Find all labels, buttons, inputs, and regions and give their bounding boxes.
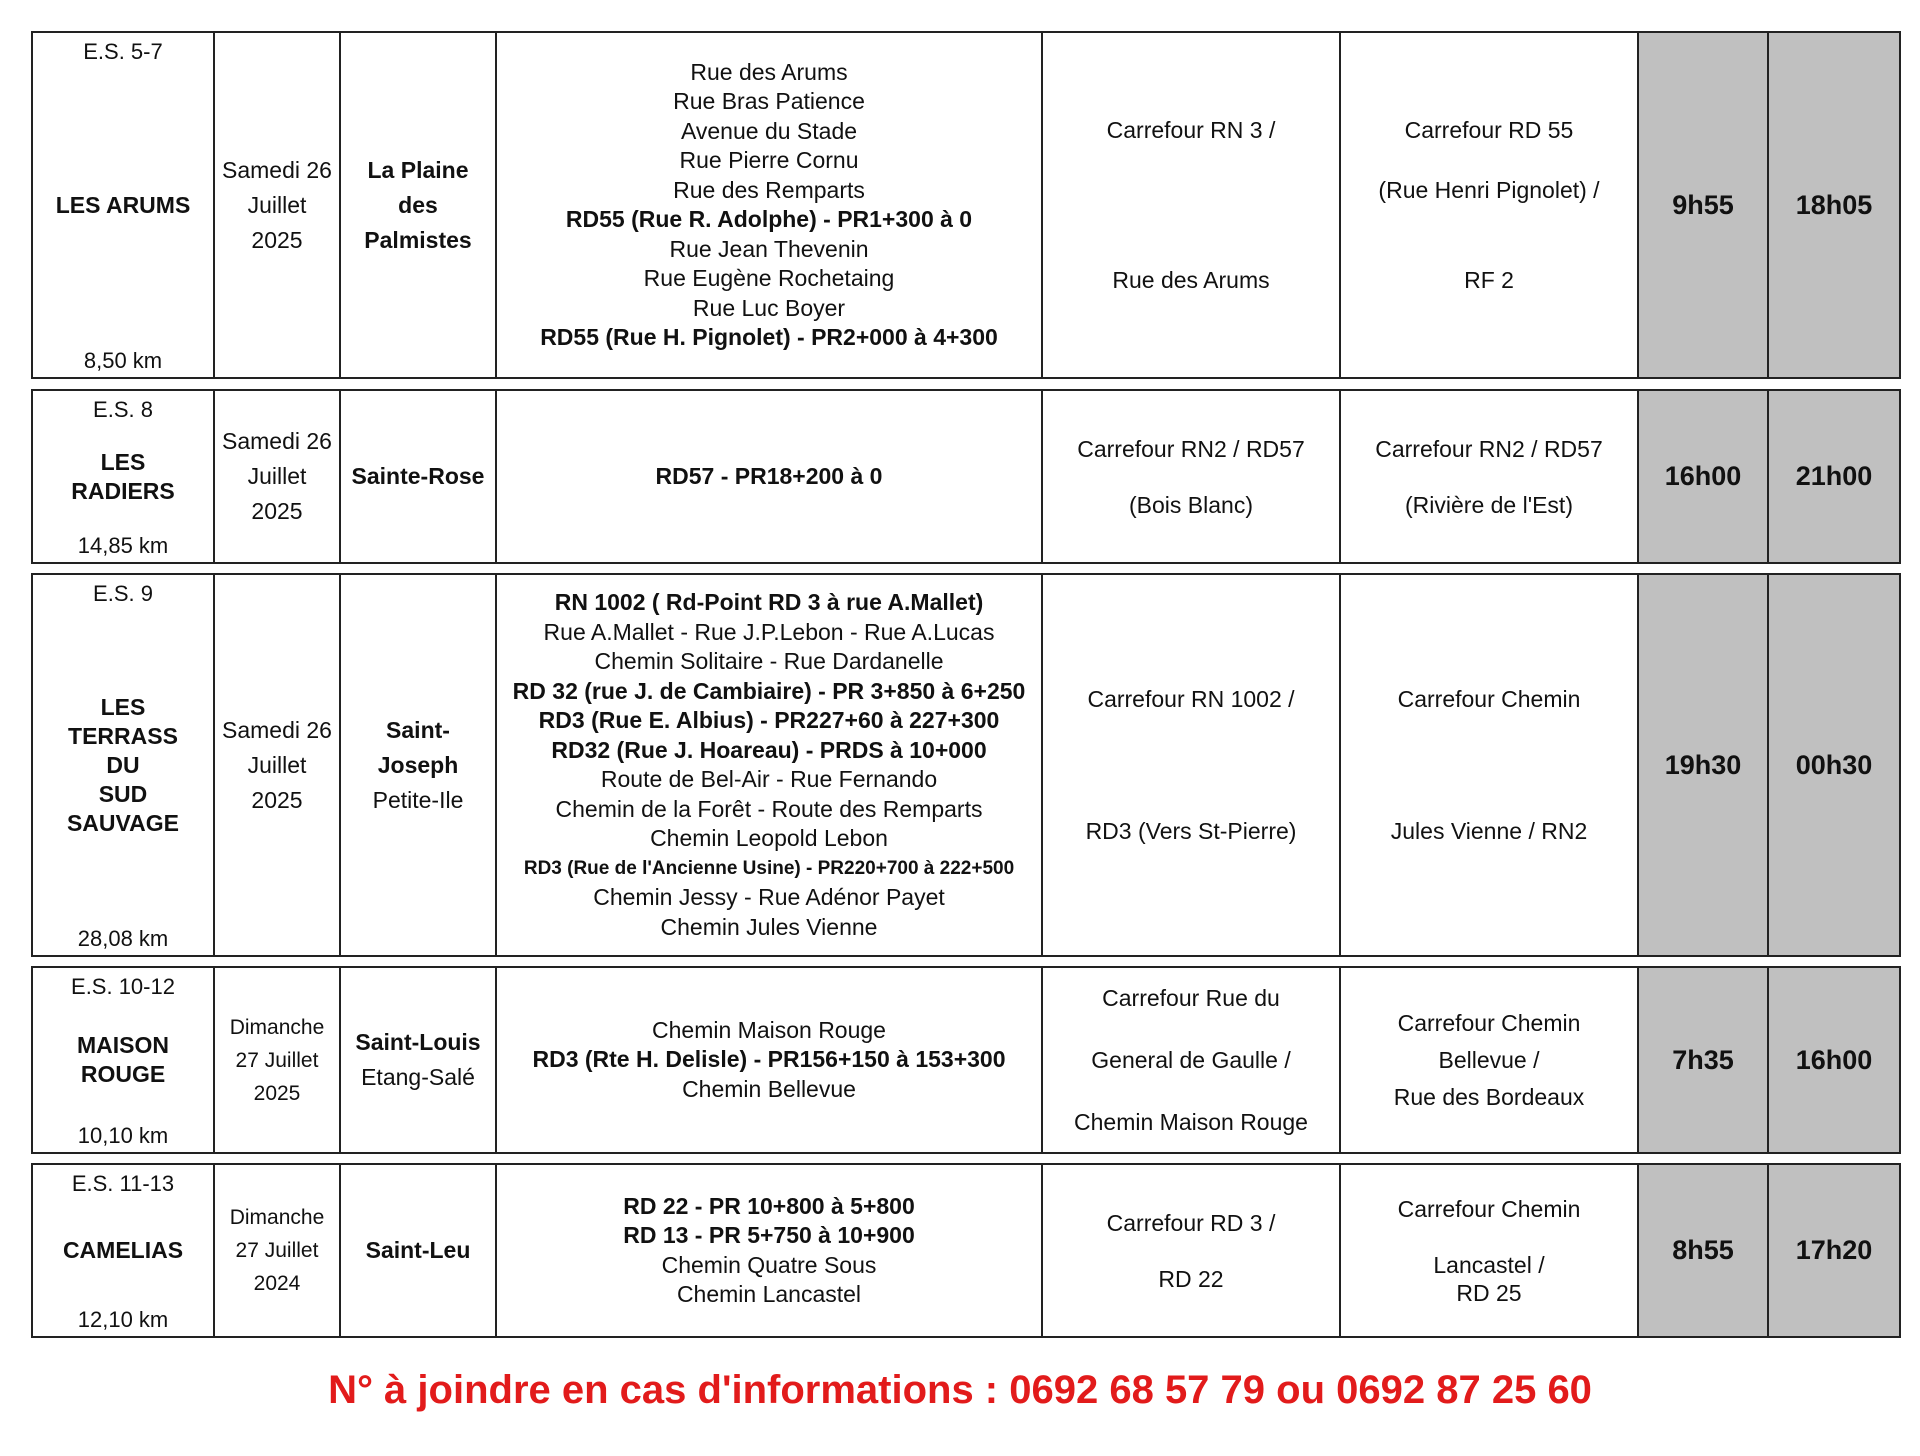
junction-line: RF 2	[1464, 267, 1514, 293]
stage-name-line: RADIERS	[71, 477, 175, 504]
city-cell	[341, 391, 497, 562]
route-line: RD 22 - PR 10+800 à 5+800	[623, 1192, 915, 1219]
date-line: Juillet	[247, 463, 307, 489]
route-line: Chemin Jules Vienne	[660, 913, 878, 940]
end-junction-cell	[1341, 1165, 1639, 1336]
city-cell	[341, 575, 497, 955]
stage-code: E.S. 5-7	[83, 39, 163, 64]
stage-cell	[33, 968, 215, 1152]
date-line: Dimanche	[229, 1206, 325, 1229]
junction-line: Carrefour Chemin	[1397, 1195, 1581, 1222]
route-line: RD55 (Rue H. Pignolet) - PR2+000 à 4+300	[540, 324, 998, 350]
stage-row	[31, 573, 1901, 957]
close-time: 21h00	[1769, 391, 1899, 562]
route-line: Rue Eugène Rochetaing	[643, 265, 895, 291]
stage-name-line: DU	[106, 751, 140, 778]
route-line: Rue Luc Boyer	[692, 294, 846, 321]
stage-name-line: CAMELIAS	[62, 1237, 184, 1263]
route-line: Rue des Arums	[690, 58, 848, 85]
junction-line: (Rue Henri Pignolet) /	[1378, 177, 1600, 203]
stage-code: E.S. 10-12	[71, 974, 175, 999]
route-line: RD 13 - PR 5+750 à 10+900	[623, 1222, 915, 1248]
route-line: Rue A.Mallet - Rue J.P.Lebon - Rue A.Lucas	[543, 618, 995, 645]
start-junction-cell	[1043, 1165, 1341, 1336]
stage-name	[67, 693, 179, 838]
junction-line: (Bois Blanc)	[1129, 491, 1253, 518]
date-cell	[215, 968, 341, 1152]
junction-line: RD3 (Vers St-Pierre)	[1085, 818, 1297, 844]
date-line: Juillet	[247, 751, 307, 778]
date-cell	[215, 33, 341, 377]
stage-name	[63, 1236, 183, 1265]
junction-line: Bellevue /	[1438, 1046, 1540, 1073]
stage-name-line: LES ARUMS	[55, 191, 191, 218]
junction-line: Lancastel /	[1433, 1251, 1545, 1278]
junction-line: General de Gaulle /	[1091, 1046, 1291, 1073]
route-cell	[497, 1165, 1043, 1336]
date-cell	[215, 575, 341, 955]
route-line: RD32 (Rue J. Hoareau) - PRDS à 10+000	[551, 736, 987, 763]
date-line: Dimanche	[229, 1015, 325, 1039]
junction-line: Carrefour RN 3 /	[1106, 117, 1276, 143]
route-line: Rue Bras Patience	[673, 88, 865, 114]
stage-name-line: MAISON	[77, 1032, 169, 1058]
route-cell	[497, 33, 1043, 377]
stage-cell	[33, 33, 215, 377]
stage-name-line: ROUGE	[80, 1061, 166, 1087]
city-line: Petite-Ile	[372, 786, 464, 813]
city-cell	[341, 1165, 497, 1336]
junction-line: Carrefour Chemin	[1397, 1009, 1581, 1036]
date-line: 2024	[253, 1272, 301, 1295]
stage-row	[31, 389, 1901, 564]
route-line: Chemin Jessy - Rue Adénor Payet	[593, 884, 945, 910]
start-junction-cell	[1043, 33, 1341, 377]
stage-name-line: LES	[100, 693, 146, 720]
date-line: 27 Juillet	[235, 1239, 319, 1262]
junction-line: Chemin Maison Rouge	[1074, 1108, 1308, 1135]
end-junction-cell	[1341, 575, 1639, 955]
city-line: Joseph	[377, 751, 459, 778]
open-time: 9h55	[1639, 33, 1769, 377]
city-line: Saint-Louis	[355, 1029, 481, 1055]
stage-cell	[33, 1165, 215, 1336]
route-cell	[497, 391, 1043, 562]
route-line: Rue Jean Thevenin	[669, 235, 869, 262]
city-line: Palmistes	[364, 226, 472, 253]
date-cell	[215, 1165, 341, 1336]
stage-name	[77, 1031, 169, 1089]
stage-name-line: SAUVAGE	[66, 809, 180, 836]
date-line: Samedi 26	[222, 716, 332, 743]
date-line: 2025	[251, 226, 303, 253]
stage-distance: 10,10 km	[77, 1123, 169, 1148]
route-line: Chemin Leopold Lebon	[650, 825, 888, 851]
stage-code: E.S. 8	[93, 397, 153, 422]
route-cell	[497, 968, 1043, 1152]
stage-cell	[33, 391, 215, 562]
date-line: 27 Juillet	[235, 1048, 319, 1072]
route-line: RD57 - PR18+200 à 0	[655, 462, 883, 489]
start-junction-cell	[1043, 968, 1341, 1152]
close-time: 16h00	[1769, 968, 1899, 1152]
close-time: 00h30	[1769, 575, 1899, 955]
date-line: Samedi 26	[222, 156, 332, 183]
route-line: RN 1002 ( Rd-Point RD 3 à rue A.Mallet)	[554, 589, 984, 615]
route-line: RD 32 (rue J. de Cambiaire) - PR 3+850 à 6+250	[512, 677, 1026, 704]
route-line: Chemin Maison Rouge	[652, 1016, 886, 1043]
date-line: Samedi 26	[222, 428, 332, 454]
start-junction-cell	[1043, 391, 1341, 562]
end-junction-cell	[1341, 968, 1639, 1152]
city-line: Saint-Leu	[365, 1237, 471, 1263]
city-line: Etang-Salé	[361, 1064, 475, 1090]
route-line: RD3 (Rue E. Albius) - PR227+60 à 227+300	[538, 707, 1000, 733]
route-line: RD3 (Rte H. Delisle) - PR156+150 à 153+300	[532, 1046, 1006, 1073]
route-line: RD55 (Rue R. Adolphe) - PR1+300 à 0	[565, 206, 973, 232]
junction-line: Carrefour Chemin	[1397, 686, 1581, 712]
open-time: 16h00	[1639, 391, 1769, 562]
stage-distance: 8,50 km	[83, 348, 163, 373]
route-line: Route de Bel-Air - Rue Fernando	[600, 766, 938, 792]
close-time: 17h20	[1769, 1165, 1899, 1336]
stage-row	[31, 966, 1901, 1154]
city-line: Saint-	[386, 716, 450, 743]
city-cell	[341, 33, 497, 377]
route-line: Chemin Bellevue	[682, 1075, 856, 1102]
end-junction-cell	[1341, 33, 1639, 377]
stage-name	[56, 191, 191, 220]
stage-code: E.S. 9	[93, 581, 153, 606]
route-line: Chemin Quatre Sous	[661, 1251, 877, 1278]
date-cell	[215, 391, 341, 562]
contact-footer: N° à joindre en cas d'informations : 0692 68 57 79 ou 0692 87 25 60	[328, 1368, 1592, 1412]
stage-name-line: LES	[100, 448, 146, 475]
route-cell	[497, 575, 1043, 955]
junction-line: Jules Vienne / RN2	[1390, 818, 1588, 844]
open-time: 7h35	[1639, 968, 1769, 1152]
junction-line: RD 25	[1456, 1279, 1522, 1306]
date-line: Juillet	[247, 191, 307, 218]
stage-name	[71, 448, 175, 506]
close-time: 18h05	[1769, 33, 1899, 377]
junction-line: Rue des Bordeaux	[1393, 1083, 1585, 1110]
junction-line: Rue des Arums	[1112, 267, 1270, 293]
date-line: 2025	[251, 786, 303, 813]
city-line: des	[398, 191, 438, 218]
stage-cell	[33, 575, 215, 955]
open-time: 19h30	[1639, 575, 1769, 955]
junction-line: Carrefour RN2 / RD57	[1375, 435, 1603, 462]
start-junction-cell	[1043, 575, 1341, 955]
route-line: Chemin Solitaire - Rue Dardanelle	[594, 648, 944, 674]
stage-code: E.S. 11-13	[71, 1171, 175, 1196]
route-line: Rue Pierre Cornu	[679, 147, 859, 173]
junction-line: (Rivière de l'Est)	[1405, 491, 1573, 518]
stage-distance: 12,10 km	[77, 1307, 169, 1332]
route-line: Rue des Remparts	[673, 176, 865, 203]
junction-line: Carrefour RD 55	[1404, 117, 1574, 143]
route-line: RD3 (Rue de l'Ancienne Usine) - PR220+700 à 222+500	[523, 857, 1015, 879]
end-junction-cell	[1341, 391, 1639, 562]
route-line: Chemin Lancastel	[676, 1281, 862, 1307]
junction-line: Carrefour RD 3 /	[1106, 1209, 1276, 1236]
junction-line: Carrefour RN2 / RD57	[1077, 435, 1305, 462]
city-cell	[341, 968, 497, 1152]
junction-line: Carrefour RN 1002 /	[1087, 686, 1295, 712]
city-line: La Plaine	[367, 156, 469, 183]
stage-distance: 28,08 km	[77, 926, 169, 951]
date-line: 2025	[251, 498, 303, 524]
route-line: Avenue du Stade	[680, 117, 858, 144]
stage-name-line: TERRASS	[68, 722, 178, 749]
stage-row	[31, 31, 1901, 379]
stage-distance: 14,85 km	[77, 533, 169, 558]
stage-row	[31, 1163, 1901, 1338]
stage-name-line: SUD	[98, 780, 148, 807]
junction-line: RD 22	[1158, 1265, 1224, 1292]
open-time: 8h55	[1639, 1165, 1769, 1336]
date-line: 2025	[253, 1081, 301, 1105]
junction-line: Carrefour Rue du	[1102, 984, 1280, 1011]
route-line: Chemin de la Forêt - Route des Remparts	[555, 795, 983, 822]
city-line: Sainte-Rose	[351, 463, 485, 489]
